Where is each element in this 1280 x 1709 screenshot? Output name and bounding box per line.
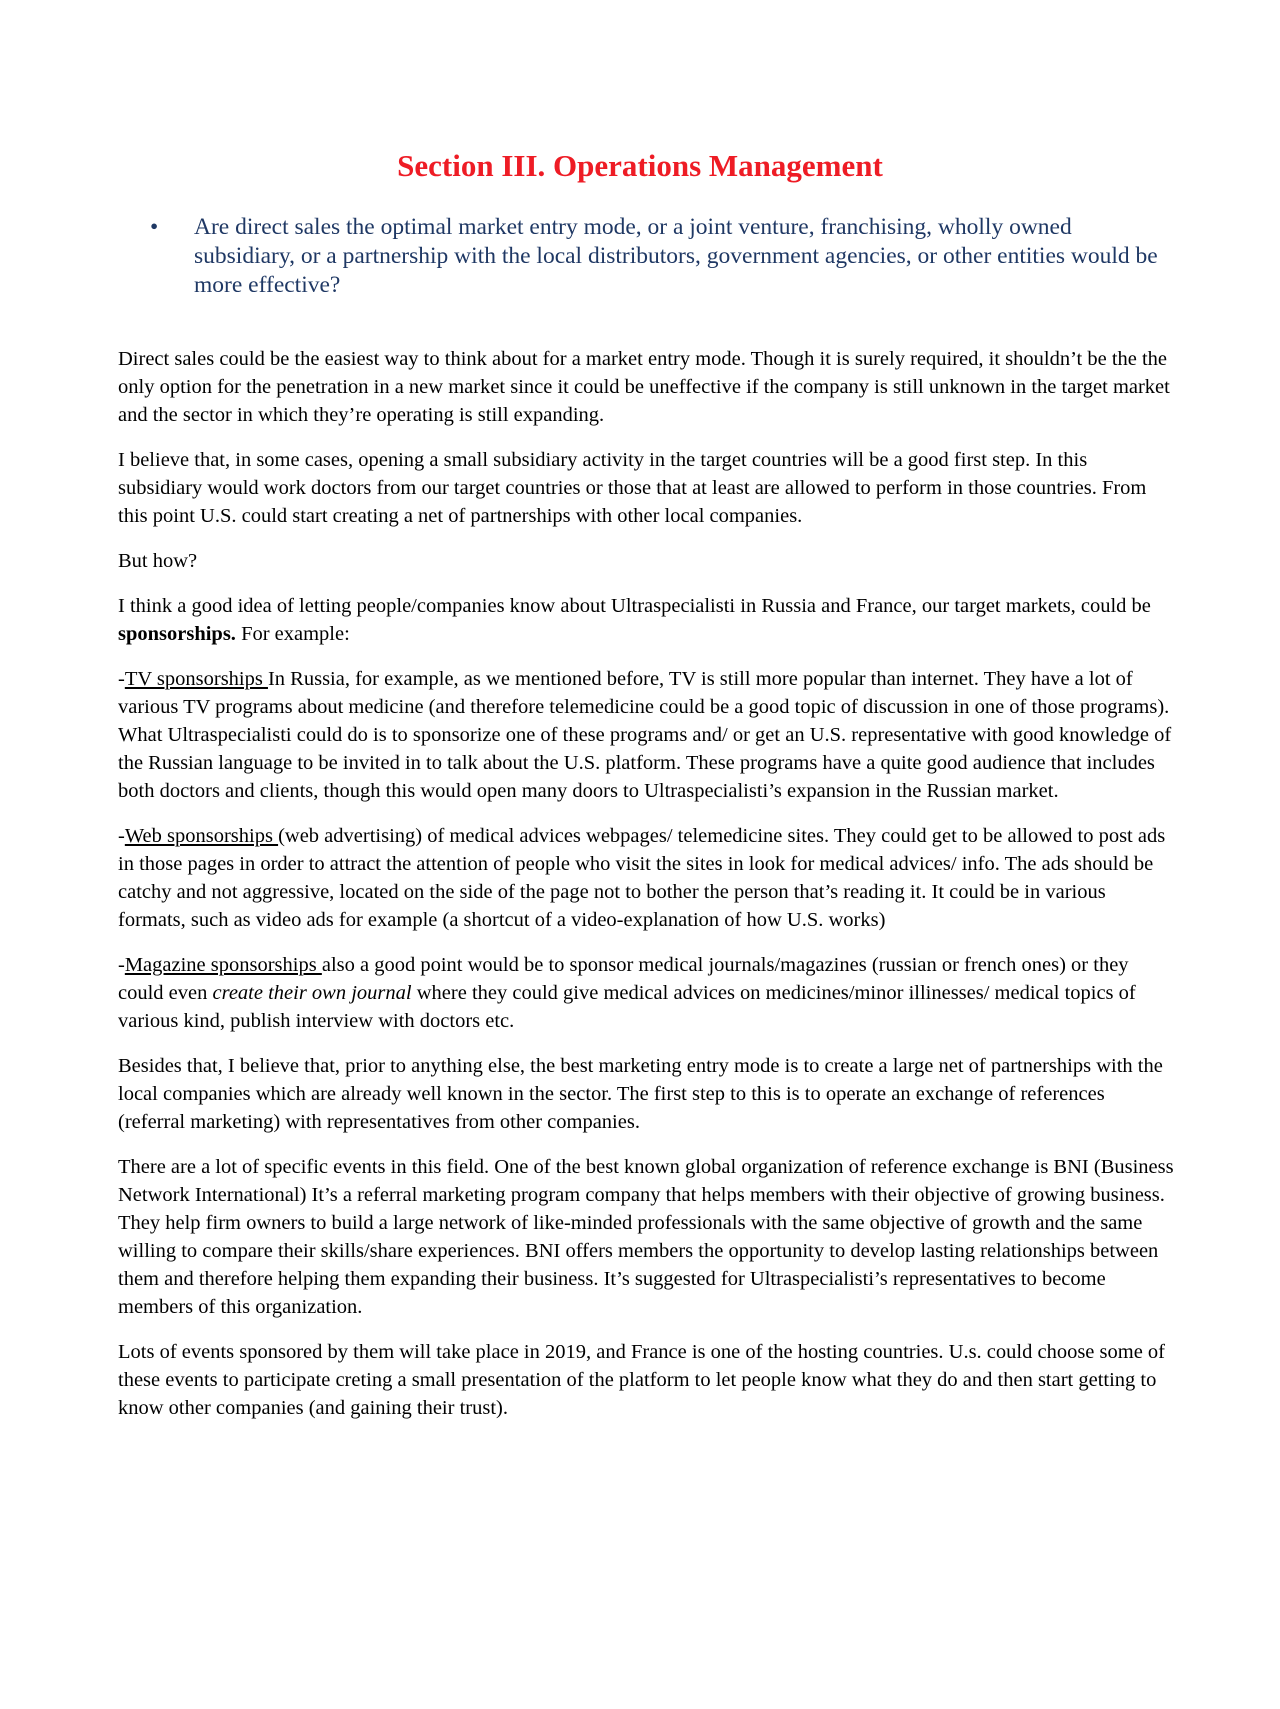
question-text: Are direct sales the optimal market entry mode, or a joint venture, franchising, wholly owned subsidiary, or a partnership with the local distributors, government agencies, or other entities would be more effective? [194,214,1158,298]
magazine-dash: - [118,954,125,976]
sponsorships-keyword: sponsorships. [118,623,236,645]
tv-sponsorships-label: TV sponsorships [124,668,268,690]
sponsorships-intro-text: I think a good idea of letting people/companies know about Ultraspecialisti in Russia and France, our target markets, could be [118,595,1151,617]
paragraph-web-sponsorships [118,822,1176,934]
tv-sponsorships-text: In Russia, for example, as we mentioned before, TV is still more popular than internet. They have a lot of various TV programs about medicine (and therefore telemedicine could be a good topic of discussion in one of those programs). What Ultraspecialisti could do is to sponsorize one of these programs and/ or get an U.S. representative with good knowledge of the Russian language to be invited in to talk about the U.S. platform. These programs have a quite good audience that includes both doctors and clients, though this would open many doors to Ultraspecialisti’s expansion in the Russian market. [118,668,1172,802]
question-bullet-item [150,213,1160,300]
web-sponsorships-text: (web advertising) of medical advices webpages/ telemedicine sites. They could get to be allowed to post ads in those pages in order to attract the attention of people who visit the sites in look for medical advices/ info. The ads should be catchy and not aggressive, located on the side of the page not to bother the person that’s reading it. It could be in various formats, such as video ads for example (a shortcut of a video-explanation of how U.S. works) [118,825,1166,931]
magazine-sponsorships-label: Magazine sponsorships [124,954,322,976]
paragraph-direct-sales: Direct sales could be the easiest way to think about for a market entry mode. Though it is surely required, it shouldn’t be the the only option for the penetration in a new market since it could be uneffective if the company is still unknown in the target market and the sector in which they’re operating is still expanding. [118,348,1170,426]
page-title: Section III. Operations Management [397,148,883,183]
bullet-marker: • [150,214,159,240]
tv-dash: - [118,668,125,690]
paragraph-events-2019: Lots of events sponsored by them will take place in 2019, and France is one of the hosting countries. U.s. could choose some of these events to participate creting a small presentation of the platform to let people know what they do and then start getting to know other companies (and gaining their trust). [118,1341,1165,1419]
paragraph-sponsorships-intro [118,592,1176,648]
paragraph-bni: There are a lot of specific events in this field. One of the best known global organization of reference exchange is BNI (Business Network International) It’s a referral marketing program company that helps members with their objective of growing business. They help firm owners to build a large network of like-minded professionals with the same objective of growth and the same willing to compare their skills/share experiences. BNI offers members the opportunity to develop lasting relationships between them and therefore helping them expanding their business. It’s suggested for Ultraspecialisti’s representatives to become members of this organization. [118,1156,1174,1318]
web-dash: - [118,825,125,847]
paragraph-partnerships: Besides that, I believe that, prior to anything else, the best marketing entry mode is to create a large net of partnerships with the local companies which are already well known in the sector. The first step to this is to operate an exchange of references (referral marketing) with representatives from other companies. [118,1055,1163,1133]
paragraph-but-how: But how? [118,550,198,572]
magazine-sponsorships-text: also a good point would be to sponsor medical journals/magazines (russian or french ones) or they could even [118,954,1129,1004]
paragraph-tv-sponsorships [118,665,1176,805]
paragraph-magazine-sponsorships [118,951,1176,1035]
web-sponsorships-label: Web sponsorships [124,825,279,847]
magazine-italic-text: create their own journal [212,982,412,1004]
document-body [118,345,1176,1439]
paragraph-subsidiary: I believe that, in some cases, opening a small subsidiary activity in the target countries will be a good first step. In this subsidiary would work doctors from our target countries or those that at least are allowed to perform in those countries. From this point U.S. could start creating a net of partnerships with other local companies. [118,449,1147,527]
magazine-sponsorships-text-end: where they could give medical advices on medicines/minor illinesses/ medical topics of various kind, publish interview with doctors etc. [118,982,1136,1032]
sponsorships-intro-end: For example: [235,623,350,645]
